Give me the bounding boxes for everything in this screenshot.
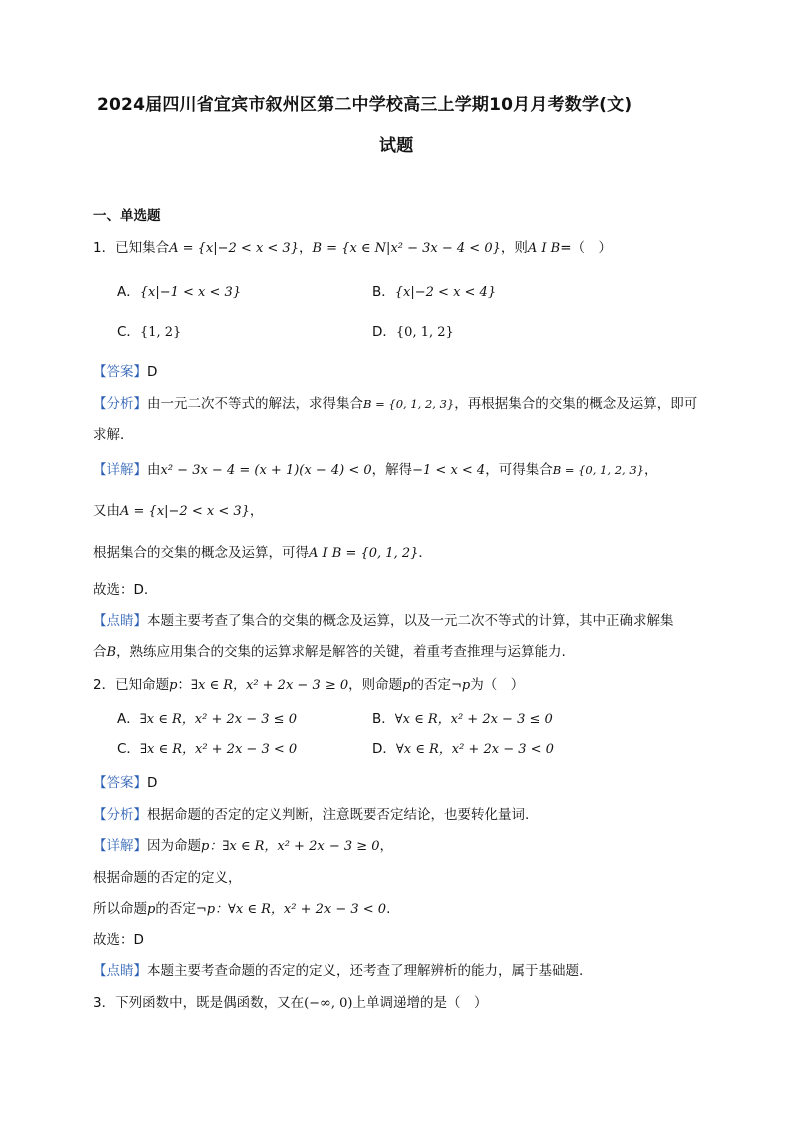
q1-comment-line-2	[93, 640, 566, 660]
answer-value: D	[147, 775, 158, 791]
text: 所以命题	[93, 901, 147, 917]
text: ，	[249, 503, 264, 519]
text: 由	[147, 462, 161, 478]
math: p	[147, 902, 156, 917]
option-text: ∃x ∈ R，x² + 2x − 3 < 0	[139, 742, 298, 757]
text: 上单调递增的是（ ）	[352, 995, 488, 1011]
q1-answer	[93, 360, 157, 380]
text: 本题主要考查命题的否定的定义，还考查了理解辨析的能力，属于基础题.	[147, 963, 584, 979]
math: x² − 3x − 4 = (x + 1)(x − 4) < 0	[160, 463, 372, 478]
q1-sep: ，	[298, 240, 313, 256]
q2-detail-line-1	[93, 834, 393, 854]
q2-stem	[93, 673, 524, 693]
option-label: C．	[117, 741, 140, 757]
option-text: ∀x ∈ R，x² + 2x − 3 < 0	[395, 742, 554, 757]
q1-analysis-line-2: 求解．	[93, 427, 134, 443]
option-label: B．	[372, 284, 395, 300]
comment-tag: 【点睛】	[93, 963, 147, 979]
answer-tag: 【答案】	[93, 775, 147, 791]
q1-stem-mid: ，则	[500, 240, 528, 256]
q1-comment-line-1	[93, 609, 674, 629]
text: 的否定	[410, 677, 451, 693]
math: B = {0, 1, 2, 3}	[363, 397, 455, 411]
text: ：	[177, 677, 191, 693]
option-label: A．	[117, 284, 140, 300]
math: A = {x|−2 < x < 3}	[120, 504, 250, 519]
math: A I B = {0, 1, 2}	[309, 546, 419, 561]
text: 因为命题	[147, 838, 201, 854]
text: ．	[418, 545, 432, 561]
text: ，则命题	[348, 677, 403, 693]
q1-stem-end: =（ ）	[560, 240, 613, 256]
text: 合	[93, 644, 107, 660]
math: B	[106, 645, 117, 660]
option-text: {x|−1 < x < 3}	[139, 285, 242, 300]
option-text: {1, 2}	[139, 325, 182, 340]
q1-option-c	[117, 320, 181, 340]
q2-comment	[93, 959, 583, 979]
q1-option-b	[372, 280, 496, 300]
q1-detail-line-3	[93, 541, 432, 561]
q2-option-c	[117, 737, 297, 757]
q2-analysis	[93, 803, 529, 823]
math: ∃x ∈ R，x² + 2x − 3 ≥ 0	[190, 678, 349, 693]
text: ，	[379, 838, 394, 854]
math: p	[169, 678, 178, 693]
text: 本题主要考查了集合的交集的概念及运算，以及一元二次不等式的计算，其中正确求解集	[147, 613, 674, 629]
option-text: ∀x ∈ R，x² + 2x − 3 ≤ 0	[394, 712, 553, 727]
q1-analysis-line-1	[93, 392, 697, 412]
answer-value: D	[147, 364, 158, 380]
text: 根据集合的交集的概念及运算，可得	[93, 545, 309, 561]
answer-tag: 【答案】	[93, 364, 147, 380]
option-text: {0, 1, 2}	[395, 325, 454, 340]
detail-tag: 【详解】	[93, 462, 147, 478]
option-label: D．	[372, 741, 396, 757]
q2-option-a	[117, 707, 297, 727]
comment-tag: 【点睛】	[93, 613, 147, 629]
detail-tag: 【详解】	[93, 838, 147, 854]
math: p	[402, 678, 411, 693]
q1-option-a	[117, 280, 241, 300]
option-text: ∃x ∈ R，x² + 2x − 3 ≤ 0	[139, 712, 297, 727]
option-label: D．	[372, 324, 396, 340]
option-label: C．	[117, 324, 140, 340]
text: ，解得	[371, 462, 413, 478]
q1-expr: A I B	[527, 241, 561, 256]
math: (−∞, 0)	[304, 996, 353, 1011]
q1-conclusion: 故选：D.	[93, 582, 149, 598]
math: ¬p：∀x ∈ R，x² + 2x − 3 < 0	[195, 902, 387, 917]
option-text: {x|−2 < x < 4}	[394, 285, 497, 300]
q2-answer	[93, 771, 157, 791]
text: .	[386, 901, 391, 917]
option-label: A．	[117, 711, 140, 727]
q1-stem-prefix: 1．已知集合	[93, 240, 170, 256]
analysis-tag: 【分析】	[93, 396, 147, 412]
text: ，熟练应用集合的交集的运算求解是解答的关键，着重考查推理与运算能力.	[116, 644, 566, 660]
text: 又由	[93, 503, 120, 519]
math: ¬p	[450, 678, 471, 693]
q1-set-b: B = {x ∈ N|x² − 3x − 4 < 0}	[312, 241, 501, 256]
q1-detail-line-1	[93, 458, 657, 478]
math: B = {0, 1, 2, 3}	[552, 463, 644, 477]
q1-set-a: A = {x|−2 < x < 3}	[169, 241, 299, 256]
option-label: B．	[372, 711, 395, 727]
q2-option-b	[372, 707, 553, 727]
q1-option-d	[372, 320, 454, 340]
q2-conclusion: 故选：D	[93, 932, 144, 948]
text: ，	[643, 462, 658, 478]
q1-detail-line-2	[93, 499, 263, 519]
text: ，再根据集合的交集的概念及运算，即可	[454, 396, 698, 412]
text: 2．已知命题	[93, 677, 170, 693]
q2-option-d	[372, 737, 554, 757]
q2-detail-line-3	[93, 897, 390, 917]
section-heading: 一、单选题	[93, 208, 161, 224]
q1-stem	[93, 236, 612, 256]
q3-stem	[93, 991, 488, 1011]
text: 根据命题的否定的定义判断，注意既要否定结论，也要转化量词.	[147, 807, 530, 823]
analysis-tag: 【分析】	[93, 807, 147, 823]
title-line-2: 试题	[379, 136, 414, 156]
math: −1 < x < 4	[412, 463, 486, 478]
title-line-1: 2024届四川省宜宾市叙州区第二中学校高三上学期10月月考数学(文)	[97, 95, 633, 115]
text: 由一元二次不等式的解法，求得集合	[147, 396, 363, 412]
text: 的否定	[155, 901, 196, 917]
math: p：∃x ∈ R，x² + 2x − 3 ≥ 0	[201, 839, 380, 854]
q2-detail-line-2: 根据命题的否定的定义，	[93, 870, 242, 886]
text: ，可得集合	[485, 462, 553, 478]
text: 3．下列函数中，既是偶函数，又在	[93, 995, 305, 1011]
text: 为（ ）	[470, 677, 525, 693]
